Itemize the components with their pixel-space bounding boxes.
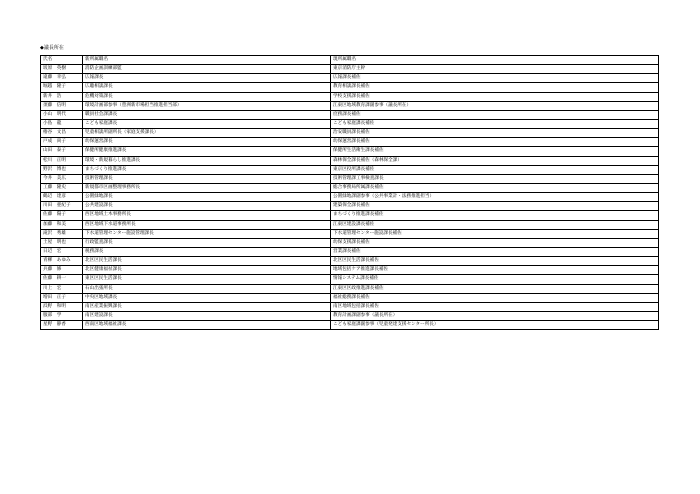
cell-current-position: 営業課長補佐 — [331, 247, 659, 256]
cell-name: 日辺 宏 — [41, 247, 83, 256]
cell-name: 鶴辺 達彦 — [41, 193, 83, 202]
cell-new-position: 広聴相談課長 — [83, 83, 331, 92]
cell-current-position: 下水道管理センター施設課長補佐 — [331, 229, 659, 238]
cell-name: 小山 明代 — [41, 110, 83, 119]
cell-name: 遠藤 幸弘 — [41, 74, 83, 83]
cell-new-position: 西区地域下水道事務所長 — [83, 220, 331, 229]
cell-new-position: 広報課長 — [83, 74, 331, 83]
table-row — [41, 220, 659, 229]
personnel-table — [40, 55, 659, 330]
cell-current-position: まちづくり推進課長補佐 — [331, 211, 659, 220]
cell-new-position: 職員社会課課長 — [83, 110, 331, 119]
cell-new-position: こども家庭課長 — [83, 119, 331, 128]
cell-name: 佐藤 耕一 — [41, 275, 83, 284]
table-row — [41, 174, 659, 183]
table-row — [41, 238, 659, 247]
cell-new-position: 下水道管理センター施設管理課長 — [83, 229, 331, 238]
cell-new-position: 行政監査課長 — [83, 238, 331, 247]
column-header-name: 氏名 — [41, 56, 83, 65]
cell-current-position: 北区区民生活課長補佐 — [331, 257, 659, 266]
cell-current-position: 森林保全課長補佐（森林保全課） — [331, 156, 659, 165]
cell-name: 佐藤 陽子 — [41, 211, 83, 220]
cell-current-position: こども家庭課副参事（児童発達支援センター所長） — [331, 321, 659, 330]
cell-new-position: 西南区地域福祉課長 — [83, 321, 331, 330]
cell-current-position: 総合事務局所属課長補佐 — [331, 183, 659, 192]
cell-new-position: 危機対策課長 — [83, 92, 331, 101]
cell-new-position: 環境・新規暮らし推進課長 — [83, 156, 331, 165]
cell-name: 服部 学 — [41, 311, 83, 320]
table-row — [41, 92, 659, 101]
table-row — [41, 211, 659, 220]
cell-name: 川田 亜紀子 — [41, 202, 83, 211]
column-header-current-position: 現所属職名 — [331, 56, 659, 65]
table-row — [41, 101, 659, 110]
cell-new-position: 保健所健康推進課長 — [83, 147, 331, 156]
table-row — [41, 321, 659, 330]
table-row — [41, 129, 659, 138]
cell-current-position: 地域包括ケア推進課長補佐 — [331, 266, 659, 275]
cell-name: 今井 美広 — [41, 174, 83, 183]
table-row — [41, 247, 659, 256]
cell-current-position: 東京区役所課長補佐 — [331, 165, 659, 174]
cell-current-position: 江東区地域教育課副参事（議長所在） — [331, 101, 659, 110]
cell-name: 川上 宏 — [41, 284, 83, 293]
table-row — [41, 83, 659, 92]
cell-new-position: 環境計画部参事（豊洲新市場担当推進担当部） — [83, 101, 331, 110]
cell-name: 浜野 和明 — [41, 302, 83, 311]
cell-name: 増田 正子 — [41, 293, 83, 302]
cell-name: 青柳 あゆみ — [41, 257, 83, 266]
cell-new-position: 西区地域土木事務所長 — [83, 211, 331, 220]
table-header-row — [41, 56, 659, 65]
cell-name: 小島 龍 — [41, 119, 83, 128]
cell-name: 加藤 和美 — [41, 220, 83, 229]
section-title: ◆議長所在 — [40, 45, 64, 51]
cell-name: 兵藤 修 — [41, 266, 83, 275]
cell-name: 土屋 明也 — [41, 238, 83, 247]
cell-new-position: まちづくり推進課長 — [83, 165, 331, 174]
cell-current-position: 幼保運営課長補佐 — [331, 138, 659, 147]
cell-current-position: 南区地域包括課長補佐 — [331, 302, 659, 311]
cell-new-position: 児童相談所副所長（家庭支援課長） — [83, 129, 331, 138]
cell-name: 新井 浩 — [41, 92, 83, 101]
cell-current-position: こども家庭課長補佐 — [331, 119, 659, 128]
cell-name: 滝沢 秀雄 — [41, 229, 83, 238]
table-row — [41, 257, 659, 266]
cell-current-position: 保健所生活衛生課長補佐 — [331, 147, 659, 156]
cell-name: 戸成 尚子 — [41, 138, 83, 147]
cell-current-position: 建築保全課長補佐 — [331, 202, 659, 211]
cell-current-position: 江東区区政推進課長補佐 — [331, 284, 659, 293]
cell-new-position: 幼保運営課長 — [83, 138, 331, 147]
cell-new-position: 中央区地域課長 — [83, 293, 331, 302]
table-row — [41, 229, 659, 238]
cell-current-position: 教育相談課長補佐 — [331, 83, 659, 92]
cell-name: 松川 正明 — [41, 156, 83, 165]
table-row — [41, 74, 659, 83]
table-row — [41, 293, 659, 302]
table-row — [41, 138, 659, 147]
table-row — [41, 183, 659, 192]
cell-new-position: 公園緑地課長 — [83, 193, 331, 202]
table-row — [41, 119, 659, 128]
cell-current-position: 江東区建設課長補佐 — [331, 220, 659, 229]
table-row — [41, 156, 659, 165]
cell-current-position: 広報課長補佐 — [331, 74, 659, 83]
cell-new-position: 南区建設課長 — [83, 311, 331, 320]
cell-current-position: 庶務課長補佐 — [331, 110, 659, 119]
cell-new-position: 北区区民生活課長 — [83, 257, 331, 266]
cell-current-position: 幼保支援課長補佐 — [331, 238, 659, 247]
cell-current-position: 福祉総務課長補佐 — [331, 293, 659, 302]
cell-new-position: 税務課長 — [83, 247, 331, 256]
table-row — [41, 266, 659, 275]
table-row — [41, 302, 659, 311]
table-row — [41, 311, 659, 320]
table-row — [41, 110, 659, 119]
cell-current-position: 東京消防庁主幹 — [331, 65, 659, 74]
cell-new-position: 南区産業振興課長 — [83, 302, 331, 311]
cell-name: 野沢 博也 — [41, 165, 83, 174]
cell-new-position: 北区健康福祉課長 — [83, 266, 331, 275]
cell-current-position: 治安職員課長補佐 — [331, 129, 659, 138]
cell-name: 須藤 信明 — [41, 101, 83, 110]
column-header-new-position: 新所属職名 — [83, 56, 331, 65]
cell-new-position: 消防企画訓練部監 — [83, 65, 331, 74]
cell-new-position: 石山出張所長 — [83, 284, 331, 293]
cell-current-position: 教育計画課副参事（議長所在） — [331, 311, 659, 320]
cell-new-position: 技術管理課長 — [83, 174, 331, 183]
cell-current-position: 公園緑地課副参事（公共事業計・法務推進担当） — [331, 193, 659, 202]
cell-name: 堀越 隆子 — [41, 83, 83, 92]
cell-new-position: 新規都市区画整理事務所長 — [83, 183, 331, 192]
table-row — [41, 275, 659, 284]
table-row — [41, 202, 659, 211]
cell-name: 山田 泰子 — [41, 147, 83, 156]
cell-new-position: 東区区民生活課長 — [83, 275, 331, 284]
table-row — [41, 165, 659, 174]
table-row — [41, 284, 659, 293]
cell-name: 工藤 隆史 — [41, 183, 83, 192]
cell-name: 坂原 英樹 — [41, 65, 83, 74]
table-row — [41, 65, 659, 74]
table-row — [41, 193, 659, 202]
cell-name: 星野 静香 — [41, 321, 83, 330]
table-row — [41, 147, 659, 156]
cell-current-position: 情報システム課長補佐 — [331, 275, 659, 284]
cell-current-position: 技術管理課工事検査課長 — [331, 174, 659, 183]
cell-name: 椿谷 文昌 — [41, 129, 83, 138]
cell-current-position: 学校支援課長補佐 — [331, 92, 659, 101]
cell-new-position: 公共建設課長 — [83, 202, 331, 211]
